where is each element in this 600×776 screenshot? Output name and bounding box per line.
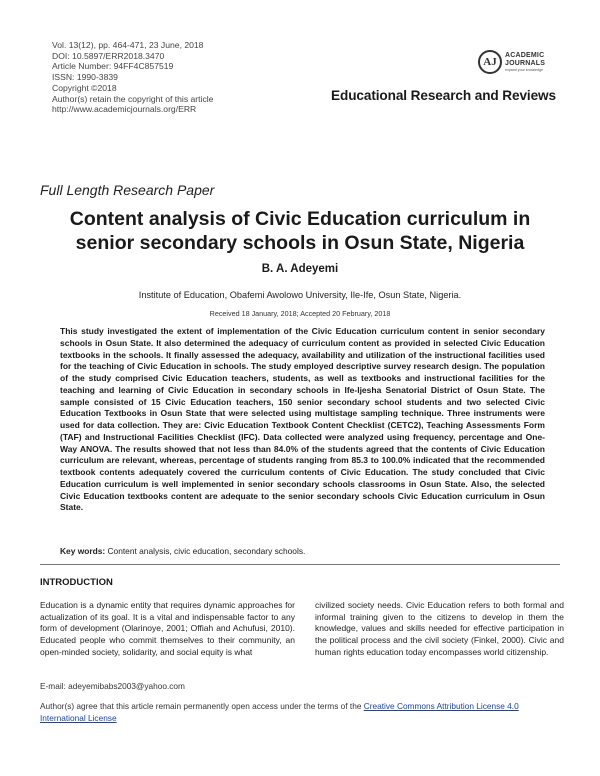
license-link[interactable]: Creative Commons Attribution License 4.0 International License (40, 701, 519, 723)
keywords (60, 546, 305, 556)
article-metadata (52, 40, 213, 115)
keywords-list: Content analysis, civic education, secondary schools. (107, 546, 306, 556)
author-affiliation: Institute of Education, Obafemi Awolowo University, Ile-Ife, Osun State, Nigeria. (138, 290, 462, 300)
meta-volume: Vol. 13(12), pp. 464-471, 23 June, 2018 (52, 40, 204, 50)
logo-line1: ACADEMIC (505, 52, 545, 59)
meta-doi: DOI: 10.5897/ERR2018.3470 (52, 50, 165, 61)
author-email[interactable]: E-mail: adeyemibabs2003@yahoo.com (40, 681, 185, 691)
license-notice (40, 701, 565, 724)
meta-rights: Author(s) retain the copyright of this article (52, 93, 214, 104)
logo-line2: JOURNALS (505, 59, 546, 67)
abstract: This study investigated the extent of implementation of the Civic Education curriculum content in senior secondary schools in Osun State. It also determined the adequacy of curriculum content as provided in selected Civic Education textbooks in the schools. It finally assessed the adequacy, availability and utilization of the instructional facilities used for the teaching of Civic Education in schools. The study employed descriptive survey research design. The population of the study comprised Civic Education teachers, students, as well as textbooks and instructional facilities for the teaching and learning of Civic Education in secondary schools in Ife-Ijesha Senatorial District of Osun State. The sample consisted of 15 Civic Education teachers, 150 senior secondary school students and two selected Civic Education Textbooks in Osun State that were selected using multistage sampling technique. Three instruments were used for data collection. They are: Civic Education Textbook Content Checklist (CETC2), Teaching Assessments Form (TAF) and Instructional Facilities Checklist (IFC). Data collected were analyzed using frequency, percentage and One-Way ANOVA. The results showed that not less than 84.0% of the students agreed that the contents of Civic Education curriculum are relevant, whereas, percentage of students ranging from 85.3 to 100.0% indicated that the recommended textbook contents adequately covered the curriculum contents of Civic Education. The study concluded that Civic Education curriculum is well implemented in senior secondary schools classrooms in Osun State. Also, the selected Civic Education textbooks content are adequate to the senior secondary schools Civic Education curriculum in Osun State. (60, 326, 545, 513)
divider (40, 564, 560, 565)
received-dates: Received 18 January, 2018; Accepted 20 February, 2018 (209, 309, 391, 318)
license-text: Author(s) agree that this article remain permanently open access under the terms of the (40, 701, 364, 711)
meta-article-number: Article Number: 94FF4C857519 (52, 61, 174, 72)
paper-type: Full Length Research Paper (40, 182, 215, 198)
keywords-label: Key words: (60, 546, 106, 556)
intro-column-right: civilized society needs. Civic Education refers to both formal and informal training given to the citizens to develop in them the knowledge, values and skills needed for effective participation in the political process and the civil society (Finkel, 2000). Civic and human rights education today encompasses world citizenship. (315, 600, 564, 657)
logo-tagline: expand your knowledge (505, 68, 543, 72)
academic-journals-logo (478, 50, 564, 84)
introduction-heading: INTRODUCTION (40, 577, 113, 588)
meta-issn: ISSN: 1990-3839 (52, 72, 118, 83)
meta-copyright: Copyright ©2018 (52, 82, 117, 93)
meta-url[interactable]: http://www.academicjournals.org/ERR (52, 104, 197, 115)
logo-wordmark (505, 52, 545, 67)
author-name: B. A. Adeyemi (261, 263, 339, 275)
aj-logo-icon: AJ (478, 50, 502, 74)
intro-column-left: Education is a dynamic entity that requires dynamic approaches for actualization of its goal. It is a vital and indispensable factor to any form of development (Olarinoye, 2001; Offiah and Achufusi, 2010). Educated people who commit themselves to their community, an open-minded society, solidarity, and social equity is what (40, 600, 295, 657)
journal-name: Educational Research and Reviews (331, 88, 556, 103)
paper-title: Content analysis of Civic Education curriculum in senior secondary schools in Osun State, Nigeria (69, 208, 531, 254)
